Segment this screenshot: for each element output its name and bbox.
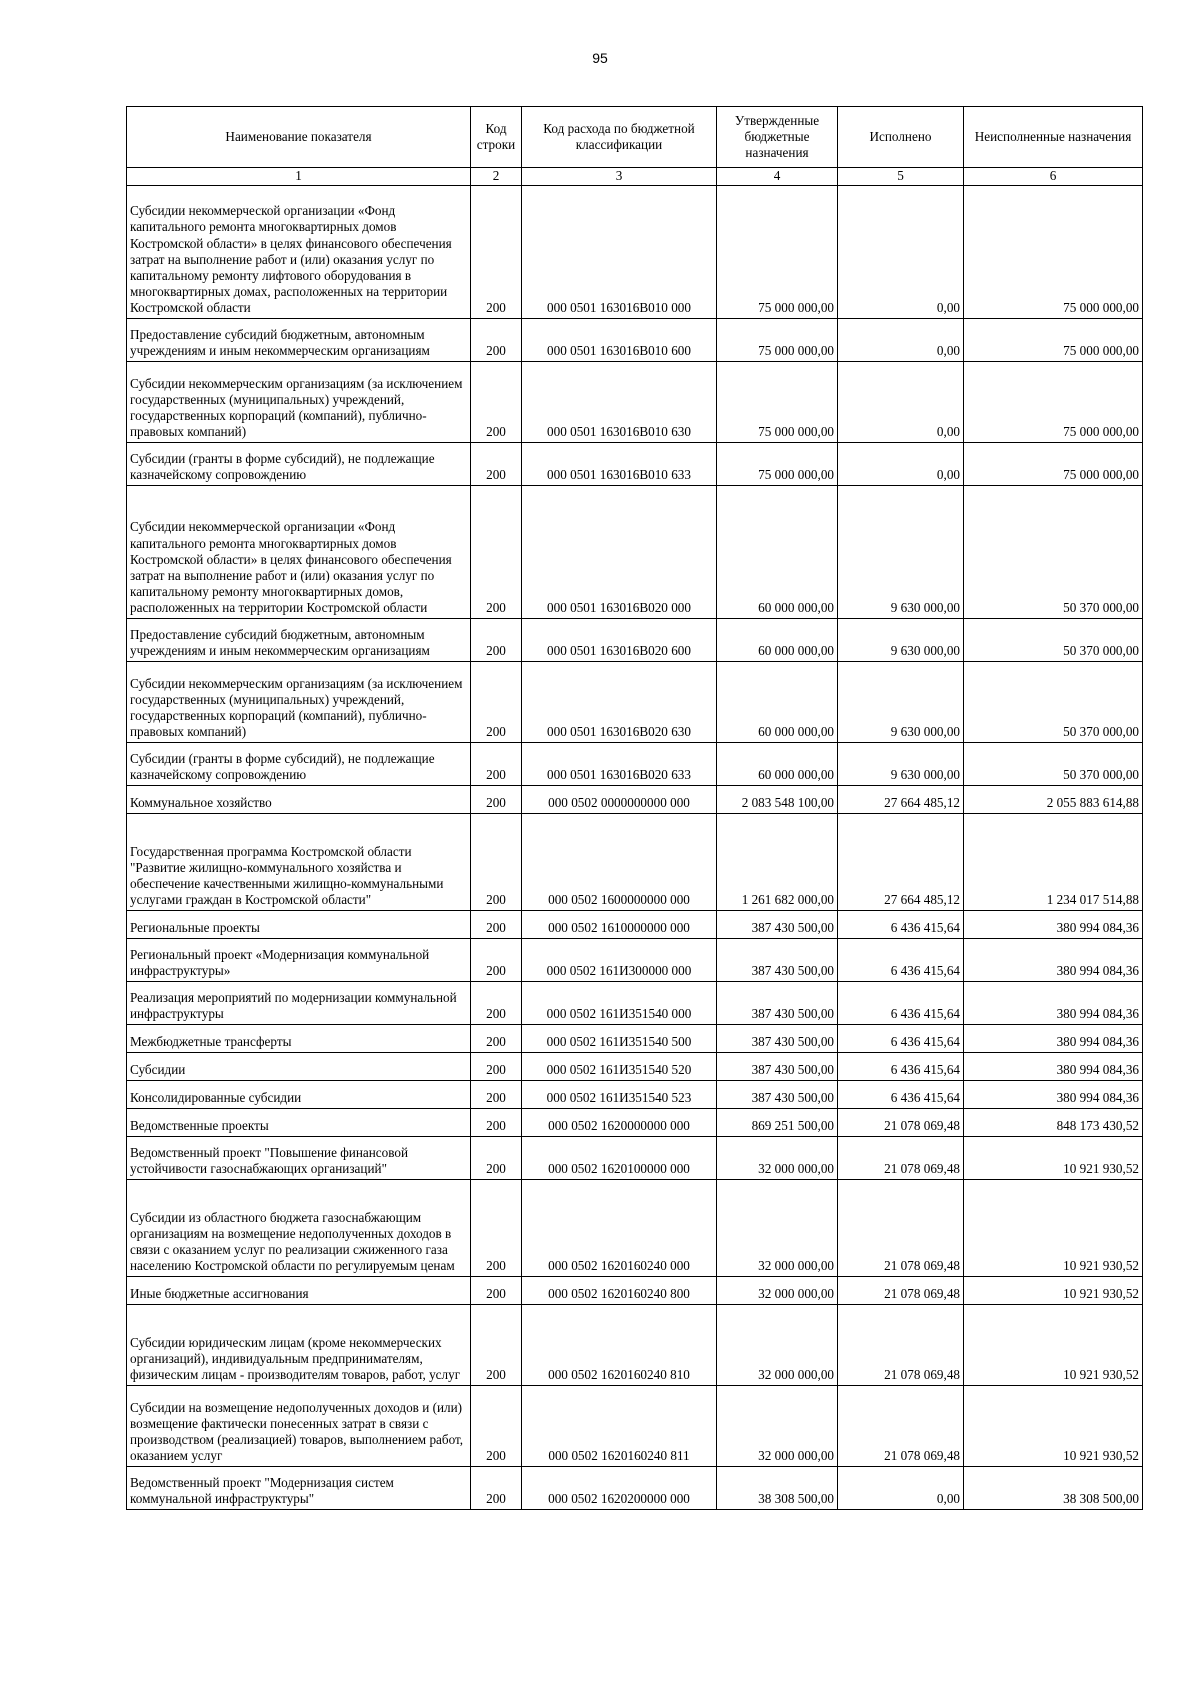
executed-amount: 9 630 000,00 bbox=[838, 486, 964, 619]
indicator-name: Субсидии некоммерческой организации «Фонд капитального ремонта многоквартирных домов Костромской области» в целях финансового обеспечения затрат на выполнение работ и (или) оказания услуг по капитальному ремонту многоквартирных домов, расположенных на территории Костромской области bbox=[127, 486, 471, 619]
expense-code: 000 0502 161И351540 520 bbox=[522, 1053, 717, 1081]
executed-amount: 21 078 069,48 bbox=[838, 1109, 964, 1137]
line-code: 200 bbox=[471, 443, 522, 486]
indicator-name: Субсидии юридическим лицам (кроме некоммерческих организаций), индивидуальным предпринимателям, физическим лицам - производителям товаров, работ, услуг bbox=[127, 1305, 471, 1386]
expense-code: 000 0502 1620200000 000 bbox=[522, 1467, 717, 1510]
expense-code: 000 0502 161И351540 523 bbox=[522, 1081, 717, 1109]
column-number: 4 bbox=[717, 168, 838, 186]
indicator-name: Коммунальное хозяйство bbox=[127, 786, 471, 814]
header-row bbox=[127, 107, 1143, 168]
header-indicator-name: Наименование показателя bbox=[127, 107, 471, 168]
header-approved: Утвержденные бюджетные назначения bbox=[717, 107, 838, 168]
unexecuted-amount: 10 921 930,52 bbox=[964, 1277, 1143, 1305]
line-code: 200 bbox=[471, 1277, 522, 1305]
executed-amount: 0,00 bbox=[838, 362, 964, 443]
executed-amount: 6 436 415,64 bbox=[838, 911, 964, 939]
executed-amount: 21 078 069,48 bbox=[838, 1137, 964, 1180]
indicator-name: Межбюджетные трансферты bbox=[127, 1025, 471, 1053]
approved-amount: 60 000 000,00 bbox=[717, 486, 838, 619]
expense-code: 000 0501 163016В020 633 bbox=[522, 743, 717, 786]
executed-amount: 27 664 485,12 bbox=[838, 814, 964, 911]
executed-amount: 6 436 415,64 bbox=[838, 939, 964, 982]
expense-code: 000 0502 161И351540 000 bbox=[522, 982, 717, 1025]
table-row bbox=[127, 362, 1143, 443]
unexecuted-amount: 75 000 000,00 bbox=[964, 443, 1143, 486]
table-row bbox=[127, 1025, 1143, 1053]
approved-amount: 60 000 000,00 bbox=[717, 619, 838, 662]
approved-amount: 387 430 500,00 bbox=[717, 1053, 838, 1081]
expense-code: 000 0502 161И300000 000 bbox=[522, 939, 717, 982]
approved-amount: 32 000 000,00 bbox=[717, 1137, 838, 1180]
table-row bbox=[127, 1180, 1143, 1277]
unexecuted-amount: 380 994 084,36 bbox=[964, 939, 1143, 982]
executed-amount: 0,00 bbox=[838, 443, 964, 486]
column-number: 6 bbox=[964, 168, 1143, 186]
header-line-code: Код строки bbox=[471, 107, 522, 168]
expense-code: 000 0502 1620160240 811 bbox=[522, 1386, 717, 1467]
approved-amount: 75 000 000,00 bbox=[717, 362, 838, 443]
unexecuted-amount: 2 055 883 614,88 bbox=[964, 786, 1143, 814]
unexecuted-amount: 50 370 000,00 bbox=[964, 486, 1143, 619]
table-row bbox=[127, 939, 1143, 982]
indicator-name: Субсидии из областного бюджета газоснабжающим организациям на возмещение недополученных доходов в связи с оказанием услуг по реализации сжиженного газа населению Костромской области по регулируемым ценам bbox=[127, 1180, 471, 1277]
line-code: 200 bbox=[471, 911, 522, 939]
indicator-name: Предоставление субсидий бюджетным, автономным учреждениям и иным некоммерческим организациям bbox=[127, 619, 471, 662]
unexecuted-amount: 380 994 084,36 bbox=[964, 1025, 1143, 1053]
table-row bbox=[127, 1305, 1143, 1386]
unexecuted-amount: 380 994 084,36 bbox=[964, 1081, 1143, 1109]
approved-amount: 32 000 000,00 bbox=[717, 1277, 838, 1305]
executed-amount: 21 078 069,48 bbox=[838, 1277, 964, 1305]
executed-amount: 21 078 069,48 bbox=[838, 1386, 964, 1467]
unexecuted-amount: 75 000 000,00 bbox=[964, 319, 1143, 362]
indicator-name: Иные бюджетные ассигнования bbox=[127, 1277, 471, 1305]
line-code: 200 bbox=[471, 186, 522, 319]
column-number-row bbox=[127, 168, 1143, 186]
line-code: 200 bbox=[471, 486, 522, 619]
approved-amount: 2 083 548 100,00 bbox=[717, 786, 838, 814]
expense-code: 000 0502 1610000000 000 bbox=[522, 911, 717, 939]
line-code: 200 bbox=[471, 619, 522, 662]
line-code: 200 bbox=[471, 786, 522, 814]
line-code: 200 bbox=[471, 1109, 522, 1137]
expense-code: 000 0501 163016В020 600 bbox=[522, 619, 717, 662]
approved-amount: 869 251 500,00 bbox=[717, 1109, 838, 1137]
table-row bbox=[127, 814, 1143, 911]
approved-amount: 1 261 682 000,00 bbox=[717, 814, 838, 911]
approved-amount: 32 000 000,00 bbox=[717, 1386, 838, 1467]
approved-amount: 60 000 000,00 bbox=[717, 743, 838, 786]
table-row bbox=[127, 186, 1143, 319]
unexecuted-amount: 10 921 930,52 bbox=[964, 1386, 1143, 1467]
executed-amount: 6 436 415,64 bbox=[838, 1081, 964, 1109]
line-code: 200 bbox=[471, 982, 522, 1025]
expense-code: 000 0501 163016В010 630 bbox=[522, 362, 717, 443]
unexecuted-amount: 50 370 000,00 bbox=[964, 619, 1143, 662]
indicator-name: Консолидированные субсидии bbox=[127, 1081, 471, 1109]
executed-amount: 27 664 485,12 bbox=[838, 786, 964, 814]
unexecuted-amount: 380 994 084,36 bbox=[964, 982, 1143, 1025]
table-row bbox=[127, 1467, 1143, 1510]
column-number: 5 bbox=[838, 168, 964, 186]
expense-code: 000 0502 1620160240 810 bbox=[522, 1305, 717, 1386]
executed-amount: 6 436 415,64 bbox=[838, 982, 964, 1025]
approved-amount: 387 430 500,00 bbox=[717, 939, 838, 982]
executed-amount: 9 630 000,00 bbox=[838, 662, 964, 743]
approved-amount: 38 308 500,00 bbox=[717, 1467, 838, 1510]
expense-code: 000 0502 161И351540 500 bbox=[522, 1025, 717, 1053]
indicator-name: Ведомственные проекты bbox=[127, 1109, 471, 1137]
unexecuted-amount: 50 370 000,00 bbox=[964, 662, 1143, 743]
indicator-name: Ведомственный проект "Повышение финансовой устойчивости газоснабжающих организаций" bbox=[127, 1137, 471, 1180]
table-row bbox=[127, 319, 1143, 362]
unexecuted-amount: 75 000 000,00 bbox=[964, 186, 1143, 319]
unexecuted-amount: 38 308 500,00 bbox=[964, 1467, 1143, 1510]
line-code: 200 bbox=[471, 1305, 522, 1386]
table-row bbox=[127, 1137, 1143, 1180]
indicator-name: Субсидии некоммерческим организациям (за исключением государственных (муниципальных) учреждений, государственных корпораций (компаний), публично-правовых компаний) bbox=[127, 662, 471, 743]
column-number: 2 bbox=[471, 168, 522, 186]
executed-amount: 9 630 000,00 bbox=[838, 743, 964, 786]
indicator-name: Субсидии некоммерческим организациям (за исключением государственных (муниципальных) учреждений, государственных корпораций (компаний), публично-правовых компаний) bbox=[127, 362, 471, 443]
approved-amount: 387 430 500,00 bbox=[717, 1025, 838, 1053]
expense-code: 000 0502 1600000000 000 bbox=[522, 814, 717, 911]
expense-code: 000 0502 1620160240 000 bbox=[522, 1180, 717, 1277]
executed-amount: 21 078 069,48 bbox=[838, 1305, 964, 1386]
table-row bbox=[127, 619, 1143, 662]
approved-amount: 75 000 000,00 bbox=[717, 443, 838, 486]
column-number: 1 bbox=[127, 168, 471, 186]
approved-amount: 387 430 500,00 bbox=[717, 911, 838, 939]
page-number: 95 bbox=[592, 50, 608, 66]
line-code: 200 bbox=[471, 1386, 522, 1467]
table-row bbox=[127, 1277, 1143, 1305]
approved-amount: 32 000 000,00 bbox=[717, 1305, 838, 1386]
unexecuted-amount: 380 994 084,36 bbox=[964, 911, 1143, 939]
expense-code: 000 0502 1620000000 000 bbox=[522, 1109, 717, 1137]
indicator-name: Региональный проект «Модернизация коммунальной инфраструктуры» bbox=[127, 939, 471, 982]
unexecuted-amount: 380 994 084,36 bbox=[964, 1053, 1143, 1081]
line-code: 200 bbox=[471, 1053, 522, 1081]
unexecuted-amount: 50 370 000,00 bbox=[964, 743, 1143, 786]
column-number: 3 bbox=[522, 168, 717, 186]
executed-amount: 0,00 bbox=[838, 186, 964, 319]
approved-amount: 32 000 000,00 bbox=[717, 1180, 838, 1277]
budget-execution-table bbox=[126, 106, 1143, 1510]
unexecuted-amount: 848 173 430,52 bbox=[964, 1109, 1143, 1137]
header-unexecuted: Неисполненные назначения bbox=[964, 107, 1143, 168]
expense-code: 000 0501 163016В020 630 bbox=[522, 662, 717, 743]
line-code: 200 bbox=[471, 319, 522, 362]
unexecuted-amount: 10 921 930,52 bbox=[964, 1137, 1143, 1180]
table-row bbox=[127, 911, 1143, 939]
line-code: 200 bbox=[471, 1467, 522, 1510]
table-row bbox=[127, 786, 1143, 814]
executed-amount: 21 078 069,48 bbox=[838, 1180, 964, 1277]
table-row bbox=[127, 743, 1143, 786]
expense-code: 000 0502 1620160240 800 bbox=[522, 1277, 717, 1305]
unexecuted-amount: 10 921 930,52 bbox=[964, 1305, 1143, 1386]
approved-amount: 387 430 500,00 bbox=[717, 1081, 838, 1109]
executed-amount: 9 630 000,00 bbox=[838, 619, 964, 662]
line-code: 200 bbox=[471, 1137, 522, 1180]
line-code: 200 bbox=[471, 939, 522, 982]
table-row bbox=[127, 1386, 1143, 1467]
approved-amount: 75 000 000,00 bbox=[717, 319, 838, 362]
approved-amount: 387 430 500,00 bbox=[717, 982, 838, 1025]
unexecuted-amount: 10 921 930,52 bbox=[964, 1180, 1143, 1277]
unexecuted-amount: 75 000 000,00 bbox=[964, 362, 1143, 443]
table-row bbox=[127, 1081, 1143, 1109]
indicator-name: Субсидии (гранты в форме субсидий), не подлежащие казначейскому сопровождению bbox=[127, 443, 471, 486]
indicator-name: Ведомственный проект "Модернизация систем коммунальной инфраструктуры" bbox=[127, 1467, 471, 1510]
indicator-name: Реализация мероприятий по модернизации коммунальной инфраструктуры bbox=[127, 982, 471, 1025]
line-code: 200 bbox=[471, 662, 522, 743]
indicator-name: Предоставление субсидий бюджетным, автономным учреждениям и иным некоммерческим организациям bbox=[127, 319, 471, 362]
executed-amount: 0,00 bbox=[838, 1467, 964, 1510]
table-row bbox=[127, 982, 1143, 1025]
approved-amount: 60 000 000,00 bbox=[717, 662, 838, 743]
line-code: 200 bbox=[471, 743, 522, 786]
table-row bbox=[127, 443, 1143, 486]
line-code: 200 bbox=[471, 1180, 522, 1277]
executed-amount: 6 436 415,64 bbox=[838, 1053, 964, 1081]
unexecuted-amount: 1 234 017 514,88 bbox=[964, 814, 1143, 911]
executed-amount: 0,00 bbox=[838, 319, 964, 362]
indicator-name: Субсидии на возмещение недополученных доходов и (или) возмещение фактически понесенных затрат в связи с производством (реализацией) товаров, выполнением работ, оказанием услуг bbox=[127, 1386, 471, 1467]
indicator-name: Субсидии некоммерческой организации «Фонд капитального ремонта многоквартирных домов Костромской области» в целях финансового обеспечения затрат на выполнение работ и (или) оказания услуг по капитальному ремонту лифтового оборудования в многоквартирных домах, расположенных на территории Костромской области bbox=[127, 186, 471, 319]
line-code: 200 bbox=[471, 362, 522, 443]
header-executed: Исполнено bbox=[838, 107, 964, 168]
expense-code: 000 0501 163016В010 600 bbox=[522, 319, 717, 362]
table-row bbox=[127, 486, 1143, 619]
expense-code: 000 0502 0000000000 000 bbox=[522, 786, 717, 814]
table-row bbox=[127, 1053, 1143, 1081]
expense-code: 000 0501 163016В010 000 bbox=[522, 186, 717, 319]
line-code: 200 bbox=[471, 1025, 522, 1053]
indicator-name: Государственная программа Костромской области "Развитие жилищно-коммунального хозяйства и обеспечение качественными жилищно-коммунальными услугами граждан в Костромской области" bbox=[127, 814, 471, 911]
table-row bbox=[127, 662, 1143, 743]
line-code: 200 bbox=[471, 814, 522, 911]
expense-code: 000 0502 1620100000 000 bbox=[522, 1137, 717, 1180]
line-code: 200 bbox=[471, 1081, 522, 1109]
indicator-name: Субсидии bbox=[127, 1053, 471, 1081]
indicator-name: Региональные проекты bbox=[127, 911, 471, 939]
header-expense-code: Код расхода по бюджетной классификации bbox=[522, 107, 717, 168]
expense-code: 000 0501 163016В010 633 bbox=[522, 443, 717, 486]
table-row bbox=[127, 1109, 1143, 1137]
indicator-name: Субсидии (гранты в форме субсидий), не подлежащие казначейскому сопровождению bbox=[127, 743, 471, 786]
expense-code: 000 0501 163016В020 000 bbox=[522, 486, 717, 619]
executed-amount: 6 436 415,64 bbox=[838, 1025, 964, 1053]
approved-amount: 75 000 000,00 bbox=[717, 186, 838, 319]
